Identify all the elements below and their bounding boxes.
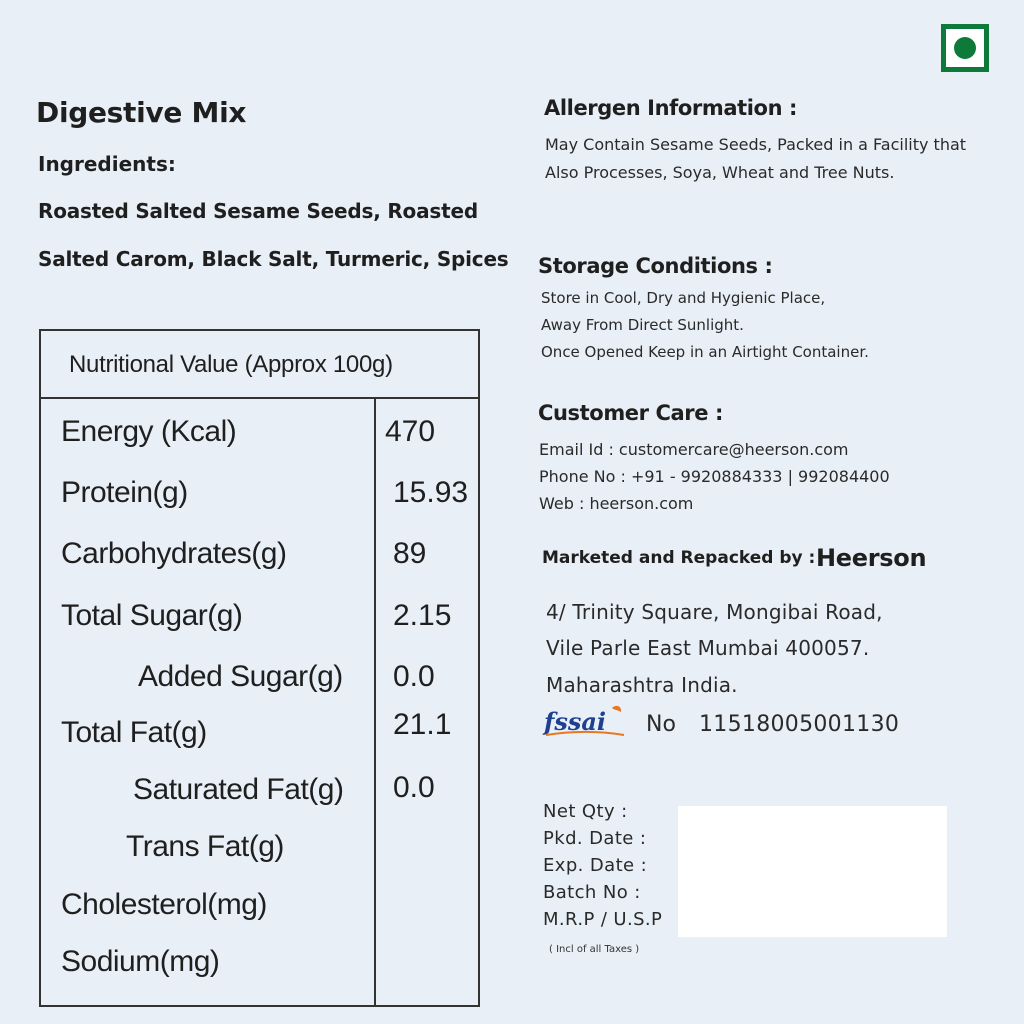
nutrient-label: Added Sugar(g) — [138, 660, 343, 693]
address-line: Maharashtra India. — [546, 673, 738, 697]
exp-date-label: Exp. Date : — [543, 855, 648, 876]
taxes-note: ( Incl of all Taxes ) — [549, 944, 640, 955]
ingredients-heading: Ingredients: — [38, 152, 176, 176]
nutrition-column-divider — [374, 399, 376, 1005]
nutrient-value: 470 — [385, 415, 436, 448]
ingredients-line: Roasted Salted Sesame Seeds, Roasted — [38, 199, 478, 223]
nutrition-header-text: Nutritional Value (Approx 100g) — [69, 351, 393, 378]
nutrient-value: 21.1 — [393, 708, 452, 741]
storage-line: Store in Cool, Dry and Hygienic Place, — [541, 289, 826, 307]
nutrient-label: Cholesterol(mg) — [61, 888, 267, 921]
customer-care-phone: Phone No : +91 - 9920884333 | 992084400 — [539, 467, 890, 486]
allergen-line: Also Processes, Soya, Wheat and Tree Nuts. — [545, 163, 895, 182]
nutrient-label: Protein(g) — [61, 476, 188, 509]
customer-care-heading: Customer Care : — [538, 401, 724, 425]
brand-name: Heerson — [816, 544, 927, 572]
nutrient-label: Carbohydrates(g) — [61, 537, 287, 570]
ingredients-line: Salted Carom, Black Salt, Turmeric, Spices — [38, 247, 509, 271]
fssai-number: 11518005001130 — [699, 712, 900, 737]
nutrient-value: 2.15 — [393, 599, 452, 632]
product-title: Digestive Mix — [36, 96, 247, 129]
customer-care-web: Web : heerson.com — [539, 494, 694, 513]
address-line: Vile Parle East Mumbai 400057. — [546, 636, 870, 660]
address-line: 4/ Trinity Square, Mongibai Road, — [546, 600, 883, 624]
print-area-box — [678, 806, 947, 937]
storage-line: Once Opened Keep in an Airtight Container. — [541, 343, 869, 361]
storage-heading: Storage Conditions : — [538, 254, 773, 278]
veg-symbol-icon — [941, 24, 989, 72]
veg-dot — [954, 37, 976, 59]
fssai-logo-icon — [542, 704, 626, 740]
nutrient-value: 0.0 — [393, 771, 435, 804]
mrp-label: M.R.P / U.S.P — [543, 909, 663, 930]
fssai-logo-text: fssai — [544, 707, 607, 736]
batch-no-label: Batch No : — [543, 882, 641, 903]
nutrient-label: Energy (Kcal) — [61, 415, 237, 448]
nutrient-value: 0.0 — [393, 660, 435, 693]
nutrient-value: 15.93 — [393, 476, 469, 509]
net-qty-label: Net Qty : — [543, 801, 628, 822]
allergen-line: May Contain Sesame Seeds, Packed in a Facility that — [545, 135, 967, 154]
fssai-leaf — [612, 706, 621, 712]
nutrient-label: Sodium(mg) — [61, 945, 220, 978]
nutrient-label: Total Fat(g) — [61, 716, 207, 749]
nutrient-value: 89 — [393, 537, 427, 570]
allergen-heading: Allergen Information : — [544, 96, 798, 120]
nutrient-label: Trans Fat(g) — [126, 830, 284, 863]
nutrient-label: Total Sugar(g) — [61, 599, 243, 632]
fssai-no-label: No — [646, 712, 676, 737]
marketer-label: Marketed and Repacked by : — [542, 548, 816, 568]
storage-line: Away From Direct Sunlight. — [541, 316, 744, 334]
pkd-date-label: Pkd. Date : — [543, 828, 647, 849]
nutrition-table — [39, 329, 480, 1007]
nutrient-label: Saturated Fat(g) — [133, 773, 344, 806]
customer-care-email: Email Id : customercare@heerson.com — [539, 440, 849, 459]
nutrition-table-header — [41, 331, 478, 399]
